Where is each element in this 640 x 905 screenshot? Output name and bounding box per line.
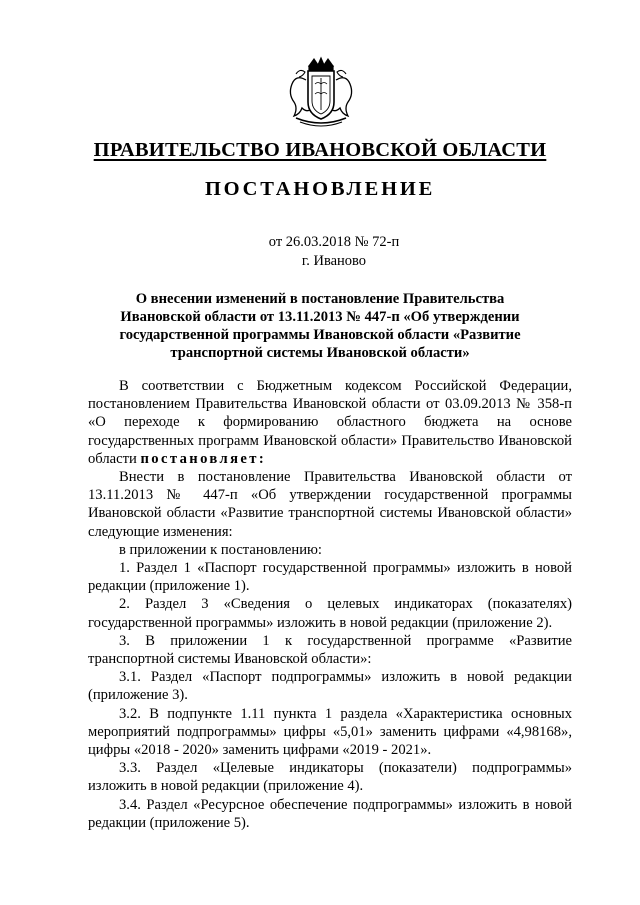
document-type-title: ПОСТАНОВЛЕНИЕ: [204, 178, 436, 200]
body-paragraph: 3.2. В подпункте 1.11 пункта 1 раздела «Характеристика основных мероприятий подпрограммы» цифры «5,01» заменить цифрами «4,98168», цифры «2018 - 2020» заменить цифрами «2019 - 2021».: [88, 705, 572, 759]
document-subject: [88, 290, 552, 362]
document-meta: [0, 233, 640, 271]
subject-line: государственной программы Ивановской области «Развитие: [119, 327, 521, 343]
body-paragraph: 3. В приложении 1 к государственной программе «Развитие транспортной системы Ивановской области»:: [88, 632, 572, 668]
organization-title: ПРАВИТЕЛЬСТВО ИВАНОВСКОЙ ОБЛАСТИ: [93, 139, 547, 161]
body-paragraph: 2. Раздел 3 «Сведения о целевых индикаторах (показателях) государственной программы» изложить в новой редакции (приложение 2).: [88, 596, 572, 631]
city: г. Иваново: [301, 253, 367, 269]
body-paragraph: 3.3. Раздел «Целевые индикаторы (показатели) подпрограммы» изложить в новой редакции (приложение 4).: [88, 760, 572, 795]
resolves-word: постановляет:: [140, 450, 267, 467]
subject-line: Ивановской области от 13.11.2013 № 447-п «Об утверждении: [120, 309, 520, 325]
subject-line: О внесении изменений в постановление Правительства: [135, 291, 505, 307]
document-body: [88, 377, 572, 832]
preamble-text: В соответствии с Бюджетным кодексом Российской Федерации, постановлением Правительства Ивановской области от 03.09.2013 № 358-п «О переходе к формированию областного бюджета на основе государственных программ Ивановской области» Правительство Ивановской области: [88, 378, 572, 467]
body-paragraph: 3.4. Раздел «Ресурсное обеспечение подпрограммы» изложить в новой редакции (приложение 5).: [88, 796, 572, 831]
body-paragraph: в приложении к постановлению:: [119, 541, 322, 558]
body-paragraph: 1. Раздел 1 «Паспорт государственной программы» изложить в новой редакции (приложение 1).: [88, 560, 572, 595]
body-paragraph: [88, 377, 572, 468]
date-number: от 26.03.2018 № 72-п: [268, 234, 400, 250]
body-paragraph: Внести в постановление Правительства Ивановской области от 13.11.2013 № 447-п «Об утверждении государственной программы Ивановской области «Развитие транспортной системы Ивановской области» следующие изменения:: [88, 469, 572, 540]
body-paragraph: 3.1. Раздел «Паспорт подпрограммы» изложить в новой редакции (приложение 3).: [88, 669, 572, 704]
coat-of-arms-icon: [284, 56, 358, 128]
subject-line: транспортной системы Ивановской области»: [170, 345, 470, 361]
